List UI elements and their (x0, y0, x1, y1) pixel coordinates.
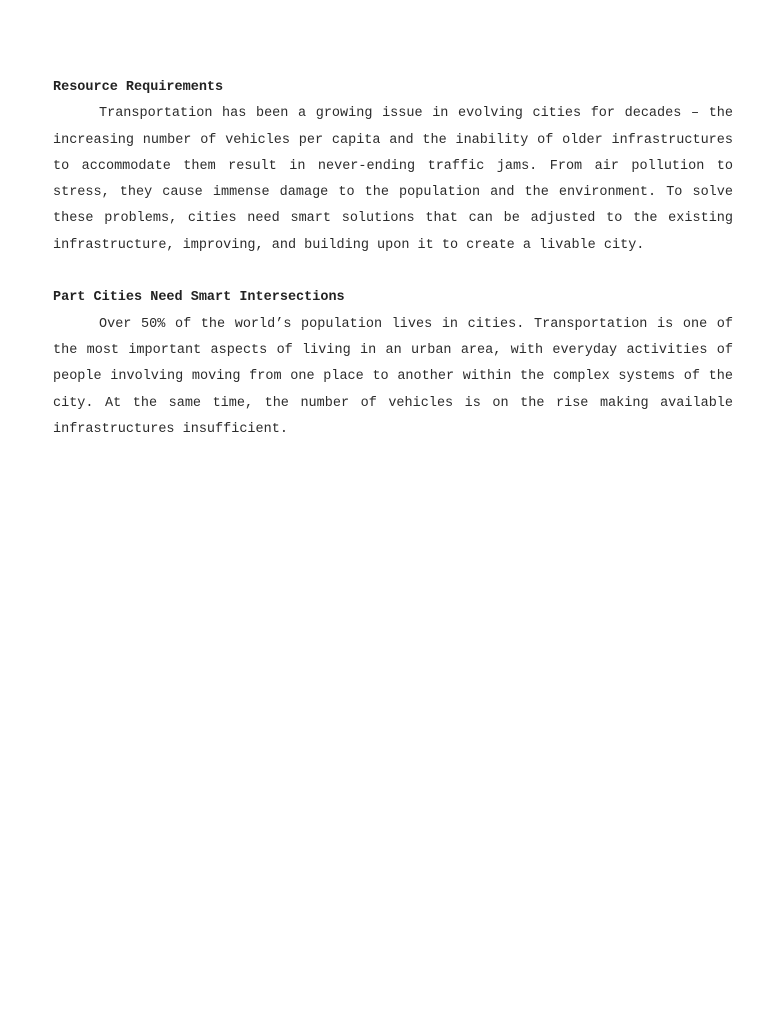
section-heading: Part Cities Need Smart Intersections (53, 290, 345, 306)
section-paragraph: Transportation has been a growing issue in evolving cities for decades – the increasing number of vehicles per capita and the inability of older infrastructures to accommodate them result in never-ending traffic jams. From air pollution to stress, they cause immense damage to the population and the environment. To solve these problems, cities need smart solutions that can be adjusted to the existing infrastructure, improving, and building upon it to create a livable city. (53, 106, 733, 253)
section-smart-intersections (53, 285, 733, 443)
section-resource-requirements (53, 75, 733, 259)
section-paragraph: Over 50% of the world’s population lives in cities. Transportation is one of the most important aspects of living in an urban area, with everyday activities of people involving moving from one place to another within the complex systems of the city. At the same time, the number of vehicles is on the rise making available infrastructures insufficient. (53, 316, 733, 437)
document-body (53, 75, 733, 443)
section-heading: Resource Requirements (53, 80, 224, 95)
